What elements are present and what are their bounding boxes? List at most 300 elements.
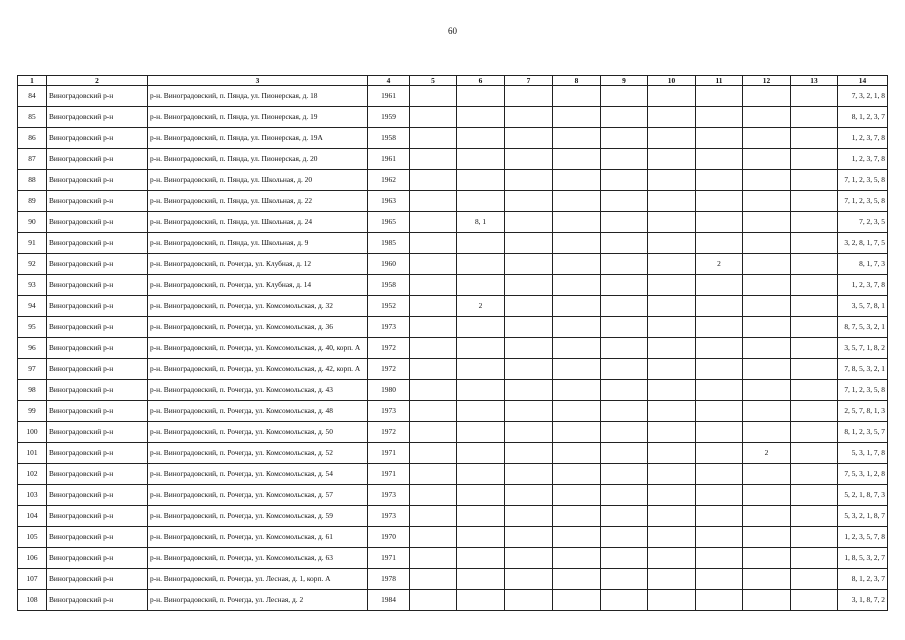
col-5-cell [410, 401, 457, 422]
district-cell: Виноградовский р-н [47, 254, 148, 275]
col-11-cell [696, 527, 743, 548]
col-11-cell [696, 275, 743, 296]
col-5-cell [410, 548, 457, 569]
col-12-cell [743, 338, 791, 359]
col-12-cell [743, 212, 791, 233]
col-10-cell [648, 590, 696, 611]
col-14-cell: 7, 8, 5, 3, 2, 1 [838, 359, 888, 380]
col-7-cell [505, 548, 553, 569]
col-10-cell [648, 86, 696, 107]
address-cell: р-н. Виноградовский, п. Пянда, ул. Пионерская, д. 20 [148, 149, 368, 170]
column-header-12: 12 [743, 76, 791, 86]
year-cell: 1973 [368, 401, 410, 422]
year-cell: 1972 [368, 422, 410, 443]
district-cell: Виноградовский р-н [47, 464, 148, 485]
col-9-cell [601, 296, 648, 317]
col-8-cell [553, 506, 601, 527]
col-12-cell [743, 275, 791, 296]
column-header-7: 7 [505, 76, 553, 86]
address-cell: р-н. Виноградовский, п. Рочегда, ул. Комсомольская, д. 48 [148, 401, 368, 422]
row-number-cell: 104 [18, 506, 47, 527]
col-9-cell [601, 170, 648, 191]
col-11-cell [696, 128, 743, 149]
year-cell: 1960 [368, 254, 410, 275]
table-row [18, 338, 888, 359]
row-number-cell: 87 [18, 149, 47, 170]
col-10-cell [648, 443, 696, 464]
col-14-cell: 7, 1, 2, 3, 5, 8 [838, 191, 888, 212]
district-cell: Виноградовский р-н [47, 380, 148, 401]
district-cell: Виноградовский р-н [47, 86, 148, 107]
col-9-cell [601, 86, 648, 107]
col-7-cell [505, 401, 553, 422]
col-14-cell: 7, 1, 2, 3, 5, 8 [838, 380, 888, 401]
table-row [18, 380, 888, 401]
col-13-cell [791, 380, 838, 401]
col-8-cell [553, 296, 601, 317]
col-9-cell [601, 569, 648, 590]
col-7-cell [505, 338, 553, 359]
col-11-cell [696, 359, 743, 380]
column-header-9: 9 [601, 76, 648, 86]
col-8-cell [553, 464, 601, 485]
row-number-cell: 91 [18, 233, 47, 254]
col-8-cell [553, 317, 601, 338]
col-13-cell [791, 254, 838, 275]
col-11-cell [696, 212, 743, 233]
col-10-cell [648, 464, 696, 485]
year-cell: 1978 [368, 569, 410, 590]
col-10-cell [648, 170, 696, 191]
col-6-cell [457, 149, 505, 170]
col-9-cell [601, 254, 648, 275]
col-11-cell [696, 317, 743, 338]
col-5-cell [410, 464, 457, 485]
col-9-cell [601, 401, 648, 422]
district-cell: Виноградовский р-н [47, 275, 148, 296]
col-7-cell [505, 464, 553, 485]
col-6-cell [457, 422, 505, 443]
col-13-cell [791, 296, 838, 317]
column-header-14: 14 [838, 76, 888, 86]
col-6-cell [457, 443, 505, 464]
col-6-cell [457, 170, 505, 191]
col-8-cell [553, 380, 601, 401]
col-6-cell [457, 464, 505, 485]
col-7-cell [505, 485, 553, 506]
column-header-10: 10 [648, 76, 696, 86]
col-5-cell [410, 275, 457, 296]
year-cell: 1962 [368, 170, 410, 191]
table-row [18, 485, 888, 506]
col-14-cell: 5, 3, 1, 7, 8 [838, 443, 888, 464]
col-6-cell [457, 233, 505, 254]
col-11-cell [696, 569, 743, 590]
col-11-cell [696, 338, 743, 359]
column-header-1: 1 [18, 76, 47, 86]
col-10-cell [648, 254, 696, 275]
col-12-cell [743, 401, 791, 422]
col-8-cell [553, 443, 601, 464]
col-11-cell [696, 443, 743, 464]
col-12-cell: 2 [743, 443, 791, 464]
col-7-cell [505, 317, 553, 338]
col-13-cell [791, 212, 838, 233]
col-5-cell [410, 590, 457, 611]
col-10-cell [648, 149, 696, 170]
district-cell: Виноградовский р-н [47, 506, 148, 527]
column-header-6: 6 [457, 76, 505, 86]
col-8-cell [553, 338, 601, 359]
table-row [18, 275, 888, 296]
col-14-cell: 2, 5, 7, 8, 1, 3 [838, 401, 888, 422]
col-9-cell [601, 128, 648, 149]
col-6-cell [457, 317, 505, 338]
col-14-cell: 8, 7, 5, 3, 2, 1 [838, 317, 888, 338]
col-5-cell [410, 338, 457, 359]
col-14-cell: 1, 2, 3, 7, 8 [838, 149, 888, 170]
district-cell: Виноградовский р-н [47, 233, 148, 254]
col-7-cell [505, 443, 553, 464]
col-7-cell [505, 128, 553, 149]
col-8-cell [553, 107, 601, 128]
building-register-table [17, 75, 888, 611]
column-header-13: 13 [791, 76, 838, 86]
row-number-cell: 84 [18, 86, 47, 107]
col-9-cell [601, 149, 648, 170]
district-cell: Виноградовский р-н [47, 107, 148, 128]
col-11-cell [696, 464, 743, 485]
page-number: 60 [448, 26, 457, 36]
col-13-cell [791, 275, 838, 296]
col-5-cell [410, 485, 457, 506]
col-14-cell: 8, 1, 7, 3 [838, 254, 888, 275]
year-cell: 1985 [368, 233, 410, 254]
col-7-cell [505, 422, 553, 443]
col-13-cell [791, 548, 838, 569]
table-row [18, 464, 888, 485]
col-7-cell [505, 359, 553, 380]
table-row [18, 191, 888, 212]
col-10-cell [648, 422, 696, 443]
year-cell: 1972 [368, 359, 410, 380]
year-cell: 1984 [368, 590, 410, 611]
header-row [18, 76, 888, 86]
year-cell: 1971 [368, 464, 410, 485]
address-cell: р-н. Виноградовский, п. Рочегда, ул. Комсомольская, д. 52 [148, 443, 368, 464]
column-header-3: 3 [148, 76, 368, 86]
col-13-cell [791, 527, 838, 548]
col-8-cell [553, 485, 601, 506]
row-number-cell: 107 [18, 569, 47, 590]
col-8-cell [553, 422, 601, 443]
col-10-cell [648, 107, 696, 128]
col-6-cell [457, 569, 505, 590]
col-13-cell [791, 128, 838, 149]
col-13-cell [791, 170, 838, 191]
col-12-cell [743, 86, 791, 107]
col-6-cell [457, 107, 505, 128]
column-header-2: 2 [47, 76, 148, 86]
row-number-cell: 86 [18, 128, 47, 149]
col-10-cell [648, 296, 696, 317]
col-11-cell [696, 485, 743, 506]
row-number-cell: 101 [18, 443, 47, 464]
col-6-cell: 2 [457, 296, 505, 317]
col-7-cell [505, 527, 553, 548]
col-14-cell: 1, 2, 3, 7, 8 [838, 128, 888, 149]
col-14-cell: 1, 2, 3, 5, 7, 8 [838, 527, 888, 548]
col-13-cell [791, 422, 838, 443]
col-8-cell [553, 359, 601, 380]
district-cell: Виноградовский р-н [47, 569, 148, 590]
col-6-cell [457, 254, 505, 275]
col-13-cell [791, 338, 838, 359]
col-14-cell: 3, 2, 8, 1, 7, 5 [838, 233, 888, 254]
year-cell: 1963 [368, 191, 410, 212]
col-12-cell [743, 191, 791, 212]
col-7-cell [505, 233, 553, 254]
col-9-cell [601, 548, 648, 569]
col-10-cell [648, 380, 696, 401]
col-14-cell: 3, 5, 7, 1, 8, 2 [838, 338, 888, 359]
col-7-cell [505, 170, 553, 191]
address-cell: р-н. Виноградовский, п. Рочегда, ул. Клубная, д. 12 [148, 254, 368, 275]
col-12-cell [743, 296, 791, 317]
col-14-cell: 8, 1, 2, 3, 7 [838, 107, 888, 128]
district-cell: Виноградовский р-н [47, 149, 148, 170]
col-10-cell [648, 401, 696, 422]
col-13-cell [791, 149, 838, 170]
col-14-cell: 7, 1, 2, 3, 5, 8 [838, 170, 888, 191]
col-12-cell [743, 590, 791, 611]
col-8-cell [553, 233, 601, 254]
col-9-cell [601, 275, 648, 296]
address-cell: р-н. Виноградовский, п. Рочегда, ул. Комсомольская, д. 36 [148, 317, 368, 338]
col-8-cell [553, 590, 601, 611]
col-5-cell [410, 233, 457, 254]
table-header [18, 76, 888, 86]
column-header-4: 4 [368, 76, 410, 86]
col-9-cell [601, 317, 648, 338]
col-5-cell [410, 296, 457, 317]
district-cell: Виноградовский р-н [47, 590, 148, 611]
row-number-cell: 85 [18, 107, 47, 128]
col-9-cell [601, 338, 648, 359]
col-8-cell [553, 191, 601, 212]
row-number-cell: 96 [18, 338, 47, 359]
col-14-cell: 8, 1, 2, 3, 5, 7 [838, 422, 888, 443]
col-6-cell [457, 506, 505, 527]
district-cell: Виноградовский р-н [47, 296, 148, 317]
col-13-cell [791, 590, 838, 611]
address-cell: р-н. Виноградовский, п. Рочегда, ул. Комсомольская, д. 54 [148, 464, 368, 485]
col-8-cell [553, 401, 601, 422]
col-14-cell: 7, 5, 3, 1, 2, 8 [838, 464, 888, 485]
column-header-11: 11 [696, 76, 743, 86]
address-cell: р-н. Виноградовский, п. Рочегда, ул. Клубная, д. 14 [148, 275, 368, 296]
address-cell: р-н. Виноградовский, п. Рочегда, ул. Комсомольская, д. 32 [148, 296, 368, 317]
col-7-cell [505, 212, 553, 233]
col-6-cell [457, 191, 505, 212]
col-9-cell [601, 464, 648, 485]
col-7-cell [505, 590, 553, 611]
row-number-cell: 103 [18, 485, 47, 506]
col-6-cell [457, 359, 505, 380]
col-5-cell [410, 359, 457, 380]
col-14-cell: 5, 2, 1, 8, 7, 3 [838, 485, 888, 506]
col-6-cell [457, 485, 505, 506]
col-6-cell [457, 548, 505, 569]
col-12-cell [743, 506, 791, 527]
col-14-cell: 1, 8, 5, 3, 2, 7 [838, 548, 888, 569]
address-cell: р-н. Виноградовский, п. Рочегда, ул. Комсомольская, д. 50 [148, 422, 368, 443]
col-11-cell [696, 191, 743, 212]
col-10-cell [648, 359, 696, 380]
table-row [18, 527, 888, 548]
col-13-cell [791, 485, 838, 506]
col-9-cell [601, 527, 648, 548]
table-row [18, 149, 888, 170]
col-11-cell [696, 590, 743, 611]
col-10-cell [648, 233, 696, 254]
address-cell: р-н. Виноградовский, п. Рочегда, ул. Лесная, д. 2 [148, 590, 368, 611]
col-9-cell [601, 506, 648, 527]
district-cell: Виноградовский р-н [47, 212, 148, 233]
col-7-cell [505, 506, 553, 527]
year-cell: 1959 [368, 107, 410, 128]
table-row [18, 296, 888, 317]
col-6-cell: 8, 1 [457, 212, 505, 233]
col-5-cell [410, 107, 457, 128]
col-6-cell [457, 380, 505, 401]
table-row [18, 170, 888, 191]
row-number-cell: 100 [18, 422, 47, 443]
table-row [18, 548, 888, 569]
address-cell: р-н. Виноградовский, п. Пянда, ул. Школьная, д. 9 [148, 233, 368, 254]
year-cell: 1973 [368, 506, 410, 527]
col-13-cell [791, 191, 838, 212]
col-9-cell [601, 212, 648, 233]
col-8-cell [553, 548, 601, 569]
district-cell: Виноградовский р-н [47, 422, 148, 443]
col-5-cell [410, 128, 457, 149]
col-12-cell [743, 380, 791, 401]
col-11-cell: 2 [696, 254, 743, 275]
col-8-cell [553, 149, 601, 170]
table-row [18, 506, 888, 527]
table-row [18, 401, 888, 422]
row-number-cell: 89 [18, 191, 47, 212]
year-cell: 1980 [368, 380, 410, 401]
row-number-cell: 95 [18, 317, 47, 338]
address-cell: р-н. Виноградовский, п. Пянда, ул. Школьная, д. 20 [148, 170, 368, 191]
col-12-cell [743, 128, 791, 149]
address-cell: р-н. Виноградовский, п. Рочегда, ул. Комсомольская, д. 42, корп. А [148, 359, 368, 380]
year-cell: 1961 [368, 149, 410, 170]
address-cell: р-н. Виноградовский, п. Рочегда, ул. Комсомольская, д. 61 [148, 527, 368, 548]
col-6-cell [457, 527, 505, 548]
address-cell: р-н. Виноградовский, п. Пянда, ул. Школьная, д. 22 [148, 191, 368, 212]
col-9-cell [601, 359, 648, 380]
col-10-cell [648, 548, 696, 569]
row-number-cell: 90 [18, 212, 47, 233]
col-6-cell [457, 275, 505, 296]
address-cell: р-н. Виноградовский, п. Рочегда, ул. Комсомольская, д. 57 [148, 485, 368, 506]
col-5-cell [410, 212, 457, 233]
address-cell: р-н. Виноградовский, п. Рочегда, ул. Лесная, д. 1, корп. А [148, 569, 368, 590]
col-12-cell [743, 527, 791, 548]
col-9-cell [601, 107, 648, 128]
col-7-cell [505, 569, 553, 590]
table-body [18, 86, 888, 611]
col-11-cell [696, 422, 743, 443]
table-row [18, 107, 888, 128]
col-12-cell [743, 170, 791, 191]
col-7-cell [505, 86, 553, 107]
address-cell: р-н. Виноградовский, п. Рочегда, ул. Комсомольская, д. 63 [148, 548, 368, 569]
year-cell: 1973 [368, 485, 410, 506]
col-14-cell: 3, 5, 7, 8, 1 [838, 296, 888, 317]
year-cell: 1972 [368, 338, 410, 359]
col-8-cell [553, 128, 601, 149]
col-12-cell [743, 233, 791, 254]
row-number-cell: 92 [18, 254, 47, 275]
district-cell: Виноградовский р-н [47, 338, 148, 359]
col-13-cell [791, 464, 838, 485]
col-12-cell [743, 149, 791, 170]
row-number-cell: 88 [18, 170, 47, 191]
col-9-cell [601, 485, 648, 506]
address-cell: р-н. Виноградовский, п. Рочегда, ул. Комсомольская, д. 59 [148, 506, 368, 527]
table-row [18, 590, 888, 611]
col-11-cell [696, 296, 743, 317]
col-7-cell [505, 191, 553, 212]
col-14-cell: 7, 3, 2, 1, 8 [838, 86, 888, 107]
col-9-cell [601, 443, 648, 464]
table-row [18, 443, 888, 464]
col-13-cell [791, 317, 838, 338]
row-number-cell: 99 [18, 401, 47, 422]
col-13-cell [791, 569, 838, 590]
table-row [18, 317, 888, 338]
column-header-8: 8 [553, 76, 601, 86]
col-7-cell [505, 296, 553, 317]
table-row [18, 359, 888, 380]
table-row [18, 422, 888, 443]
col-9-cell [601, 590, 648, 611]
col-9-cell [601, 380, 648, 401]
row-number-cell: 108 [18, 590, 47, 611]
year-cell: 1973 [368, 317, 410, 338]
col-10-cell [648, 317, 696, 338]
col-9-cell [601, 191, 648, 212]
col-10-cell [648, 128, 696, 149]
col-14-cell: 7, 2, 3, 5 [838, 212, 888, 233]
address-cell: р-н. Виноградовский, п. Пянда, ул. Пионерская, д. 19 [148, 107, 368, 128]
table-row [18, 212, 888, 233]
year-cell: 1958 [368, 128, 410, 149]
year-cell: 1961 [368, 86, 410, 107]
district-cell: Виноградовский р-н [47, 527, 148, 548]
col-13-cell [791, 506, 838, 527]
col-10-cell [648, 569, 696, 590]
col-9-cell [601, 233, 648, 254]
col-12-cell [743, 548, 791, 569]
col-5-cell [410, 86, 457, 107]
address-cell: р-н. Виноградовский, п. Пянда, ул. Пионерская, д. 18 [148, 86, 368, 107]
col-11-cell [696, 380, 743, 401]
